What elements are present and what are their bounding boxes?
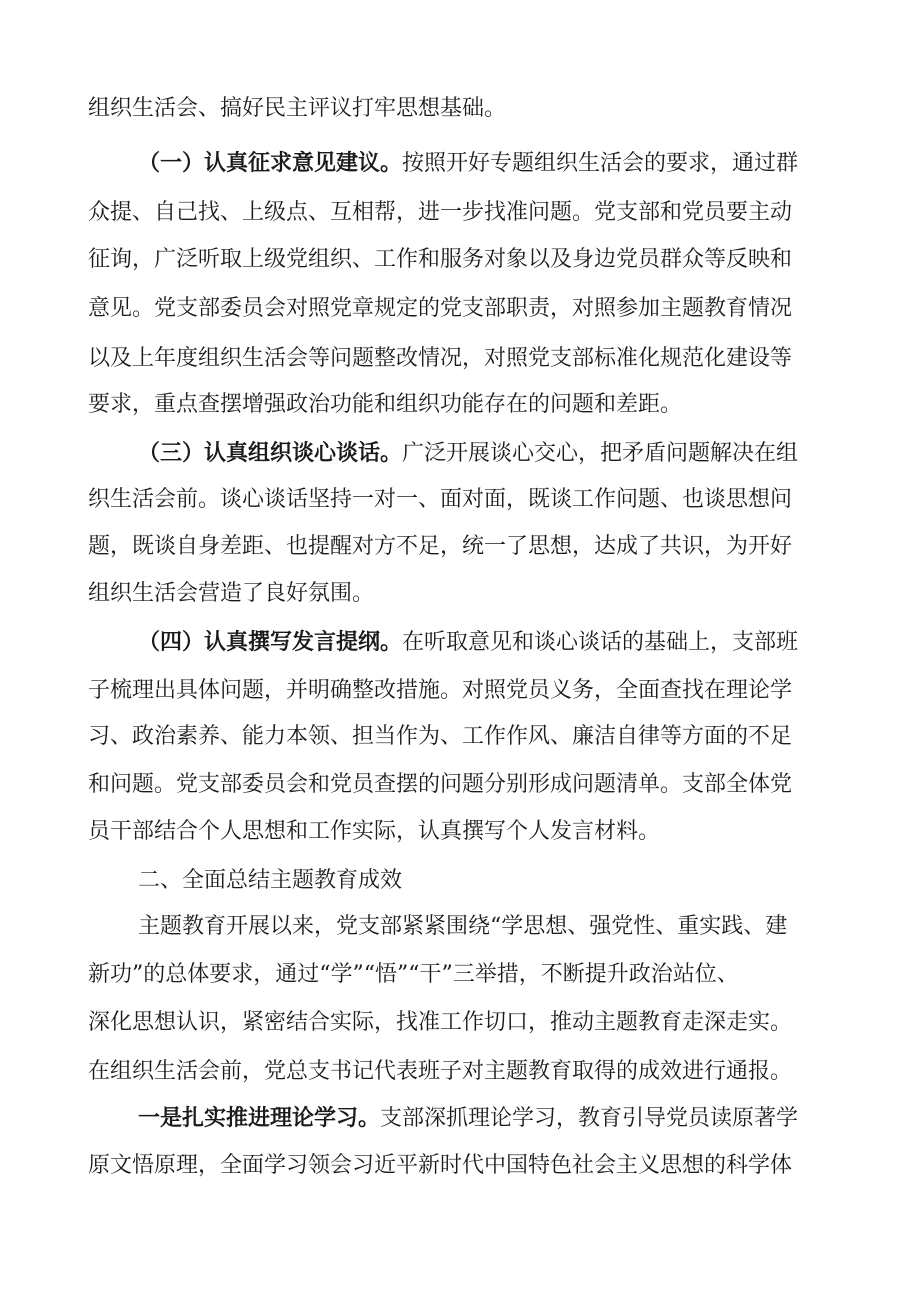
text-line [0,480,920,520]
line-text: 织生活会前。谈心谈话坚持一对一、面对面，既谈工作问题、也谈思想问 [88,487,793,512]
line-text: 习、政治素养、能力本领、担当作为、工作作风、廉洁自律等方面的不足 [88,724,793,749]
text-line [0,671,920,711]
line-text: 新功”的总体要求，通过“学”“悟”“干”三举措，不断提升政治站位、 [88,962,739,987]
section-heading-line [0,433,920,473]
line-rest: 广泛开展谈心交心，把矛盾问题解决在组 [402,441,799,466]
line-text: 以及上年度组织生活会等问题整改情况，对照党支部标准化规范化建设等 [88,346,793,371]
line-text: 深化思想认识，紧密结合实际，找准工作切口，推动主题教育走深走实。 [88,1010,793,1035]
line-text: 子梳理出具体问题，并明确整改措施。对照党员义务，全面查找在理论学 [88,678,793,703]
text-line [0,907,920,947]
section-heading-line [0,143,920,183]
text-line [0,1003,920,1043]
line-text: 在组织生活会前，党总支书记代表班子对主题教育取得的成效进行通报。 [88,1059,793,1084]
line-lead [138,143,798,183]
text-line [0,812,920,852]
line-text: 组织生活会营造了良好氛围。 [88,581,375,606]
chapter-heading-line [0,861,920,901]
line-rest: 在听取意见和谈心谈话的基础上，支部班 [402,630,799,655]
line-text: 要求，重点查摆增强政治功能和组织功能存在的问题和差距。 [88,392,683,417]
text-line [0,240,920,280]
line-text: 题，既谈自身差距、也提醒对方不足，统一了思想，达成了共识，为开好 [88,534,793,559]
section-heading-lead: 一是扎实推进理论学习。 [138,1105,381,1131]
text-line [0,89,920,129]
line-text: 员干部结合个人思想和工作实际，认真撰写个人发言材料。 [88,819,661,844]
line-text: 众提、自己找、上级点、互相帮，进一步找准问题。党支部和党员要主动 [88,200,793,225]
section-heading-lead: （四）认真撰写发言提纲。 [138,629,403,655]
text-line [0,193,920,233]
line-text: 和问题。党支部委员会和党员查摆的问题分别形成问题清单。支部全体党 [88,772,793,797]
line-rest: 支部深抓理论学习，教育引导党员读原著学 [380,1106,799,1131]
line-lead [138,1098,798,1138]
line-lead [138,622,798,662]
text-line [0,765,920,805]
section-heading-line [0,622,920,662]
section-heading-lead: （一）认真征求意见建议。 [138,150,403,176]
line-text: 主题教育开展以来，党支部紧紧围绕“学思想、强党性、重实践、建 [138,914,788,939]
line-rest: 按照开好专题组织生活会的要求，通过群 [402,151,799,176]
text-line [0,289,920,329]
text-line [0,339,920,379]
section-heading-lead: （三）认真组织谈心谈话。 [138,440,403,466]
line-lead [138,433,798,473]
line-text: 意见。党支部委员会对照党章规定的党支部职责，对照参加主题教育情况 [88,296,793,321]
text-line [0,717,920,757]
text-line [0,574,920,614]
section-heading-line [0,1098,920,1138]
line-text: 组织生活会、搞好民主评议打牢思想基础。 [88,96,507,121]
line-text: 原文悟原理，全面学习领会习近平新时代中国特色社会主义思想的科学体 [88,1153,793,1178]
text-line [0,527,920,567]
text-line [0,1146,920,1186]
line-text: 征询，广泛听取上级党组织、工作和服务对象以及身边党员群众等反映和 [88,247,793,272]
chapter-heading: 二、全面总结主题教育成效 [138,868,403,893]
text-line [0,385,920,425]
text-line [0,1052,920,1092]
text-line [0,955,920,995]
